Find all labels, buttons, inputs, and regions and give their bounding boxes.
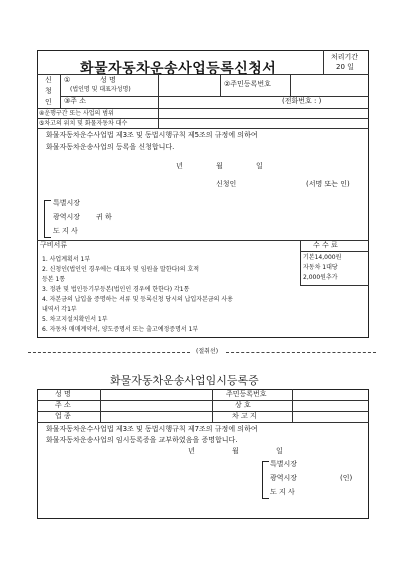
address-field[interactable] — [159, 97, 279, 107]
date-year: 년 — [176, 162, 183, 170]
cert-garage-label: 차 고 지 — [232, 412, 257, 420]
phone-label: (전화번호 : ) — [282, 97, 322, 105]
cert-authority-bracket — [262, 461, 269, 499]
document-item: 2. 신청인(법인인 경우에는 대표자 및 임원을 말한다)의 호적 — [42, 266, 200, 273]
authority-line-2: 광역시장 — [53, 213, 81, 221]
date-month: 월 — [216, 162, 223, 170]
fee-header: 수 수 료 — [313, 241, 338, 249]
document-item: 5. 차고지설치확인서 1부 — [42, 316, 108, 323]
cert-date-day: 일 — [276, 447, 283, 455]
date-day: 일 — [256, 162, 263, 170]
cert-authority-line-2: 광역시장 — [270, 474, 298, 482]
declaration-line-1: 화물자동차운수사업법 제3조 및 동법시행규칙 제5조의 규정에 의하여 — [46, 131, 258, 139]
cut-line-right — [226, 352, 376, 353]
declaration-line-2: 화물자동차운송사업의 등록을 신청합니다. — [46, 143, 175, 151]
fee-line-3: 2,000원추가 — [303, 274, 338, 281]
applicant-sign-label: 신청인 — [216, 180, 237, 188]
fee-line-1: 기본14,000원 — [303, 254, 342, 261]
cert-garage-field[interactable] — [293, 412, 368, 421]
garage-location-label: ⑤차고의 위치 및 화물자동차 대수 — [39, 120, 128, 127]
cert-business-field[interactable] — [101, 412, 211, 421]
document-item: 내역서 각1부 — [42, 306, 77, 313]
cert-address-label: 주 소 — [55, 401, 71, 409]
form-title: 화물자동차운송사업등록신청서 — [80, 61, 277, 77]
applicant-label-2: 청 — [45, 87, 52, 95]
name-label-number: ① — [64, 76, 71, 84]
certificate-title: 화물자동차운송사업임시등록증 — [110, 374, 259, 387]
authority-bracket — [44, 200, 51, 238]
cut-line-left — [28, 352, 190, 353]
cert-authority-line-1: 특별시장 — [270, 460, 298, 468]
applicant-label-1: 신 — [45, 76, 52, 84]
required-documents-header: 구비서류 — [40, 241, 68, 249]
applicant-label-3: 인 — [45, 98, 52, 106]
cert-name-field[interactable] — [101, 390, 211, 399]
cert-id-label: 주민등록번호 — [226, 390, 267, 398]
cert-authority-line-3: 도 지 사 — [270, 488, 295, 496]
cert-body-line-2: 화물자동차운송사업의 임시등록증을 교부하였음을 증명합니다. — [46, 436, 238, 444]
cert-address-field[interactable] — [101, 401, 211, 410]
cert-date-month: 월 — [232, 447, 239, 455]
authority-line-1: 특별시장 — [53, 199, 81, 207]
authority-line-3: 도 지 사 — [53, 227, 78, 235]
processing-period-label: 처리기간 — [331, 53, 359, 61]
name-field[interactable] — [159, 75, 219, 95]
document-item: 1. 사업계획서 1부 — [42, 256, 91, 263]
name-label: 성 명 — [100, 76, 116, 84]
cert-id-field[interactable] — [293, 390, 368, 399]
document-item: 6. 자동차 매매계약서, 양도증명서 또는 출고예정증명서 1부 — [42, 326, 199, 333]
cert-business-label: 업 종 — [55, 412, 71, 420]
document-item: 3. 정관 및 법인등기부등본(법인인 경우에 한한다) 각1통 — [42, 286, 190, 293]
cert-trade-label: 상 호 — [235, 401, 251, 409]
processing-period-value: 20 일 — [336, 63, 354, 71]
authority-suffix: 귀 하 — [96, 213, 112, 221]
cut-line-label: (절취선) — [196, 348, 219, 355]
cert-body-line-1: 화물자동차운수사업법 제3조 및 동법시행규칙 제7조의 규정에 의하여 — [46, 425, 258, 433]
document-item: 등본 1통 — [42, 276, 66, 283]
cert-seal-label: (인) — [340, 474, 353, 482]
sign-note: (서명 또는 인) — [306, 180, 350, 188]
cert-name-label: 성 명 — [55, 390, 71, 398]
resident-number-field[interactable] — [291, 75, 368, 95]
address-label: ③주 소 — [64, 97, 87, 105]
fee-line-2: 자동차 1대당 — [303, 264, 338, 271]
cert-date-year: 년 — [188, 447, 195, 455]
resident-number-label: ②주민등록번호 — [224, 80, 271, 88]
operation-section-label: ④운행구간 또는 사업의 범위 — [39, 110, 114, 117]
cert-trade-field[interactable] — [293, 401, 368, 410]
document-item: 4. 자본금의 납입을 증명하는 서류 및 등록신청 당시의 납입자본금의 사용 — [42, 296, 233, 303]
name-sublabel: (법인명 및 대표자성명) — [70, 86, 131, 93]
